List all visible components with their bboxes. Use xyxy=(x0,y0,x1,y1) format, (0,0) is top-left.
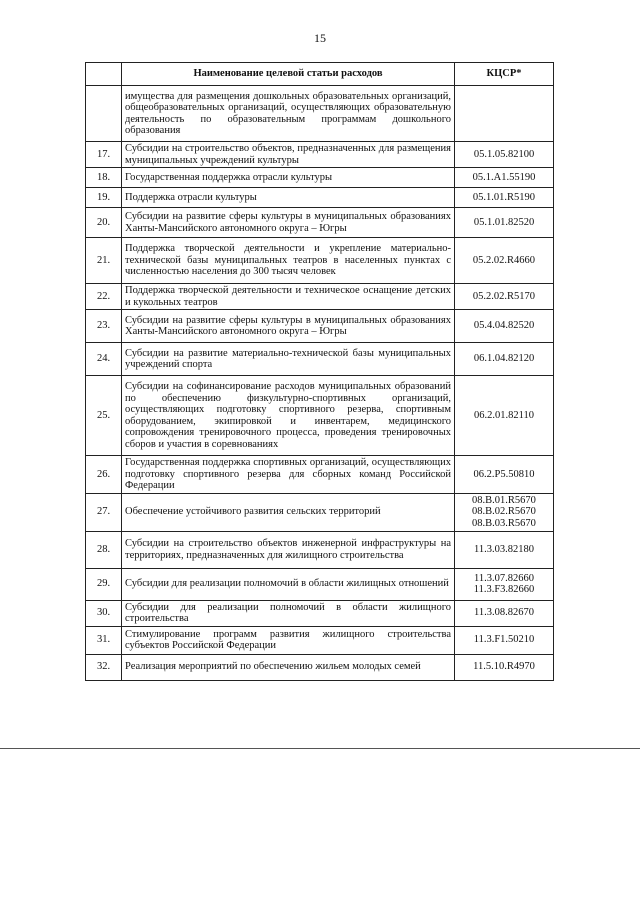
row-name: Субсидии на развитие сферы культуры в муниципальных образованиях Ханты-Мансийского автономного округа – Югры xyxy=(122,208,455,238)
row-code-cell xyxy=(455,284,554,310)
row-name: Поддержка творческой деятельности и укрепление материально-технической базы муниципальных театров в населенных пунктах с численностью населения до 300 тысяч человек xyxy=(122,238,455,284)
table-row xyxy=(86,376,554,456)
row-number: 32. xyxy=(86,654,122,680)
row-number: 29. xyxy=(86,568,122,600)
row-code: 08.B.03.R5670 xyxy=(472,517,536,529)
row-code-cell xyxy=(455,531,554,568)
row-code: 05.2.02.R4660 xyxy=(472,254,536,266)
row-number: 31. xyxy=(86,626,122,654)
row-name: Обеспечение устойчивого развития сельских территорий xyxy=(122,493,455,531)
row-code: 06.1.04.82120 xyxy=(473,353,535,365)
row-code-cell xyxy=(455,568,554,600)
row-number: 18. xyxy=(86,168,122,188)
row-name: Поддержка отрасли культуры xyxy=(122,188,455,208)
table-row xyxy=(86,238,554,284)
row-code: 11.3.08.82670 xyxy=(474,607,534,619)
row-number: 22. xyxy=(86,284,122,310)
row-number: 28. xyxy=(86,531,122,568)
row-number: 19. xyxy=(86,188,122,208)
row-code-cell xyxy=(455,142,554,168)
row-code-cell xyxy=(455,86,554,142)
budget-table xyxy=(85,62,554,681)
table-row xyxy=(86,168,554,188)
row-code: 05.1.05.82100 xyxy=(473,148,535,160)
table-row xyxy=(86,456,554,494)
table-row xyxy=(86,626,554,654)
row-name: имущества для размещения дошкольных образовательных организаций, общеобразовательных организаций, осуществляющих образовательную деятельность по образовательным программам дошкольного образования xyxy=(122,86,455,142)
header-num xyxy=(86,63,122,86)
row-name: Субсидии на развитие материально-технической базы муниципальных учреждений спорта xyxy=(122,343,455,376)
row-name: Субсидии на строительство объектов инженерной инфраструктуры на территориях, предназначенных для жилищного строительства xyxy=(122,531,455,568)
row-number xyxy=(86,86,122,142)
table-row xyxy=(86,310,554,343)
row-name: Реализация мероприятий по обеспечению жильем молодых семей xyxy=(122,654,455,680)
header-code: КЦСР* xyxy=(455,63,554,86)
row-number: 27. xyxy=(86,493,122,531)
row-code-cell xyxy=(455,493,554,531)
table-row xyxy=(86,493,554,531)
row-code: 06.2.P5.50810 xyxy=(473,468,535,480)
row-code: 06.2.01.82110 xyxy=(474,409,534,421)
row-name: Стимулирование программ развития жилищного строительства субъектов Российской Федерации xyxy=(122,626,455,654)
row-code-cell xyxy=(455,654,554,680)
row-name: Субсидии для реализации полномочий в области жилищных отношений xyxy=(122,568,455,600)
row-number: 24. xyxy=(86,343,122,376)
table-row xyxy=(86,86,554,142)
row-code: 05.1.A1.55190 xyxy=(472,171,536,183)
table-row xyxy=(86,343,554,376)
row-number: 26. xyxy=(86,456,122,494)
table-row xyxy=(86,654,554,680)
header-name: Наименование целевой статьи расходов xyxy=(122,63,455,86)
row-number: 30. xyxy=(86,600,122,626)
row-code-cell xyxy=(455,310,554,343)
table-row xyxy=(86,284,554,310)
row-code: 11.5.10.R4970 xyxy=(473,661,535,673)
row-number: 23. xyxy=(86,310,122,343)
row-code-cell xyxy=(455,208,554,238)
row-code-cell xyxy=(455,238,554,284)
row-code: 11.3.F1.50210 xyxy=(473,634,535,646)
row-name: Субсидии на развитие сферы культуры в муниципальных образованиях Ханты-Мансийского автономного округа – Югры xyxy=(122,310,455,343)
row-number: 17. xyxy=(86,142,122,168)
table-row xyxy=(86,142,554,168)
row-name: Государственная поддержка спортивных организаций, осуществляющих подготовку спортивного резерва для сборных команд Российской Федерации xyxy=(122,456,455,494)
row-code-cell xyxy=(455,343,554,376)
row-code-cell xyxy=(455,456,554,494)
table-row xyxy=(86,568,554,600)
row-name: Субсидии для реализации полномочий в области жилищного строительства xyxy=(122,600,455,626)
row-code-cell xyxy=(455,600,554,626)
table-body xyxy=(86,86,554,681)
footer-divider xyxy=(0,748,640,749)
row-code: 11.3.03.82180 xyxy=(474,543,534,555)
row-code-cell xyxy=(455,376,554,456)
row-code-cell xyxy=(455,188,554,208)
row-name: Субсидии на софинансирование расходов муниципальных образований по обеспечению физкультурно-спортивных организаций, осуществляющих подготовку спортивного резерва, спортивным оборудованием, экипировкой и инвентарем, медицинского сопровождения тренировочного процесса, проведения тренировочных сборов и участия в соревнованиях xyxy=(122,376,455,456)
row-code: 11.3.F3.82660 xyxy=(473,584,535,595)
table-header-row xyxy=(86,63,554,86)
table-row xyxy=(86,600,554,626)
table-row xyxy=(86,531,554,568)
row-code: 08.B.01.R5670 xyxy=(472,494,536,506)
row-name: Государственная поддержка отрасли культуры xyxy=(122,168,455,188)
row-number: 21. xyxy=(86,238,122,284)
row-code-cell xyxy=(455,626,554,654)
table-row xyxy=(86,188,554,208)
table-row xyxy=(86,208,554,238)
row-name: Поддержка творческой деятельности и техническое оснащение детских и кукольных театров xyxy=(122,284,455,310)
row-name: Субсидии на строительство объектов, предназначенных для размещения муниципальных учреждений культуры xyxy=(122,142,455,168)
row-code: 05.1.01.82520 xyxy=(473,216,535,228)
row-number: 20. xyxy=(86,208,122,238)
row-code: 05.4.04.82520 xyxy=(473,320,535,332)
page-number: 15 xyxy=(314,31,326,45)
row-code: 05.1.01.R5190 xyxy=(472,191,536,203)
row-code: 05.2.02.R5170 xyxy=(472,290,536,302)
row-code-cell xyxy=(455,168,554,188)
row-code: 11.3.07.82660 xyxy=(474,572,534,584)
row-number: 25. xyxy=(86,376,122,456)
row-code: 08.B.02.R5670 xyxy=(472,506,536,518)
